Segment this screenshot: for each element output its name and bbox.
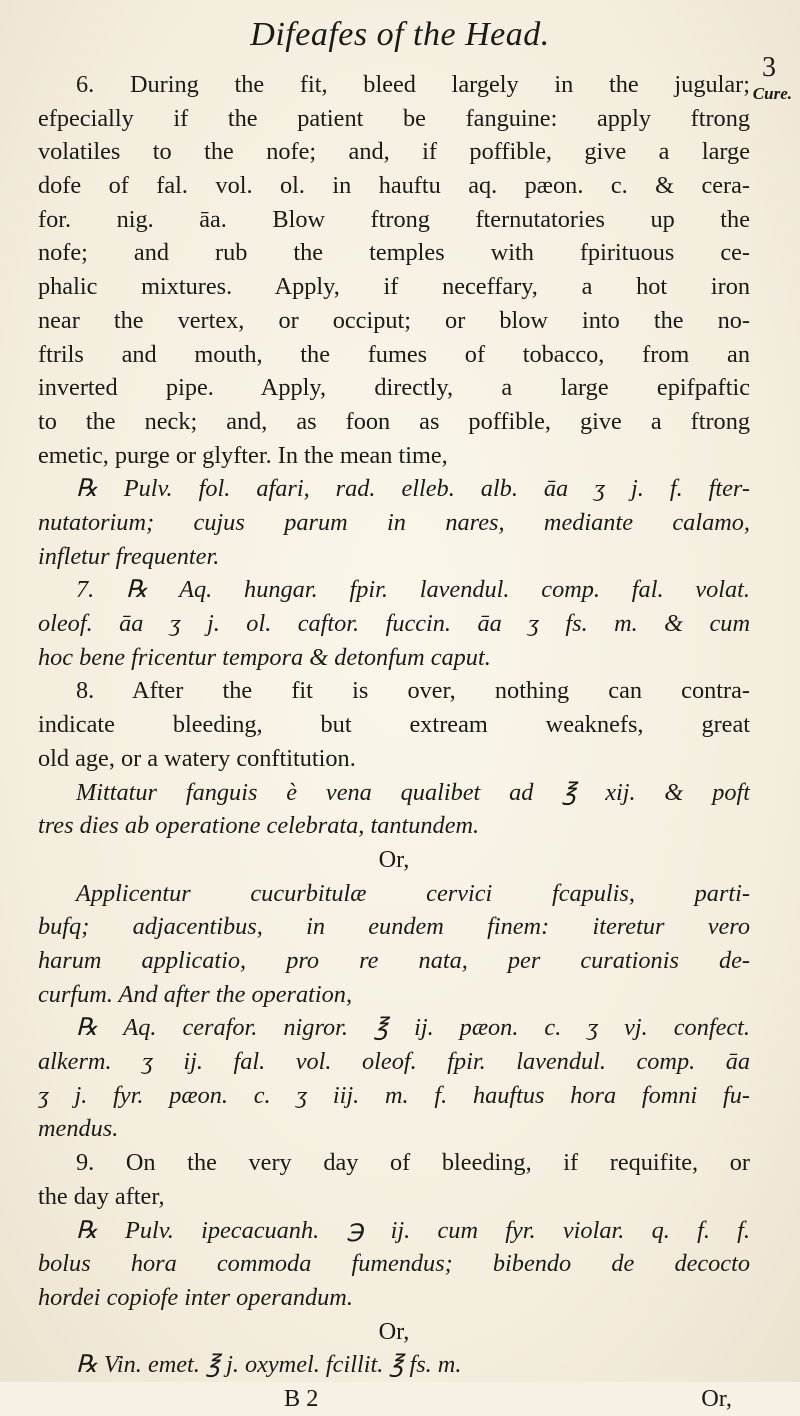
page-header (0, 16, 800, 83)
text-line: tres dies ab operatione celebrata, tantundem. (38, 812, 480, 840)
text-line: old age, or a watery conftitution. (38, 744, 356, 772)
recipe-sternutatory (38, 472, 750, 573)
text-line: efpecially if the patient be fanguine: apply ftrong (38, 104, 750, 132)
text-line: bolus hora commoda fumendus; bibendo de decocto (38, 1250, 750, 1278)
page-number: 3 (762, 52, 776, 83)
text-line: phalic mixtures. Apply, if neceffary, a hot iron (38, 273, 750, 301)
text-line: bufq; adjacentibus, in eundem finem: iteretur vero (38, 913, 750, 941)
text-line: mendus. (38, 1115, 119, 1143)
text-line: 7. ℞ Aq. hungar. fpir. lavendul. comp. fal. volat. (76, 576, 750, 604)
text-line: hoc bene fricentur tempora & detonfum caput. (38, 643, 491, 671)
page-footer (38, 1382, 750, 1416)
text-line: near the vertex, or occiput; or blow into the no- (38, 306, 750, 334)
text-line: inverted pipe. Apply, directly, a large epifpaftic (38, 374, 750, 402)
text-line: Mittatur fanguis è vena qualibet ad ℥ xij. & poft (76, 778, 750, 806)
recipe-ipecacuanha (38, 1214, 750, 1315)
or-divider: Or, (378, 845, 410, 873)
text-line: ℞ Pulv. ipecacuanh. ℈ ij. cum fyr. violar. q. f. f. (76, 1216, 750, 1244)
text-line: ℞ Pulv. fol. afari, rad. elleb. alb. āa ʒ j. f. fter- (76, 475, 750, 503)
text-line: alkerm. ʒ ij. fal. vol. oleof. fpir. lavendul. comp. āa (38, 1048, 750, 1076)
recipe-cupping (38, 877, 750, 1012)
text-line: oleof. āa ʒ j. ol. caftor. fuccin. āa ʒ fs. m. & cum (38, 610, 750, 638)
margin-note: Cure. (752, 84, 792, 103)
catchword: Or, (701, 1385, 732, 1412)
text-line: harum applicatio, pro re nata, per curationis de- (38, 946, 750, 974)
running-title: Difeafes of the Head. (250, 16, 550, 53)
recipe-emetic-wine (38, 1348, 750, 1382)
text-line: volatiles to the nofe; and, if poffible, give a large (38, 138, 750, 166)
paragraph-6 (38, 68, 750, 472)
recipe-bleeding (38, 776, 750, 843)
text-line: for. nig. āa. Blow ftrong fternutatories up the (38, 205, 750, 233)
text-line: ftrils and mouth, the fumes of tobacco, from an (38, 340, 750, 368)
text-line: 6. During the fit, bleed largely in the jugular; (76, 71, 750, 98)
text-line: the day after, (38, 1182, 165, 1210)
signature-mark: B 2 (284, 1385, 319, 1412)
text-line: ℞ Aq. cerafor. nigror. ℥ ij. pæon. c. ʒ vj. confect. (76, 1014, 750, 1042)
text-line: hordei copiofe inter operandum. (38, 1283, 353, 1311)
text-line: indicate bleeding, but extream weaknefs, great (38, 711, 750, 739)
text-line: dofe of fal. vol. ol. in hauftu aq. pæon. c. & cera- (38, 172, 750, 200)
or-divider: Or, (378, 1317, 410, 1345)
text-line: Applicentur cucurbitulæ cervici fcapulis, parti- (76, 879, 750, 907)
paragraph-7 (38, 573, 750, 674)
paragraph-9 (38, 1146, 750, 1213)
text-line: nofe; and rub the temples with fpirituous ce- (38, 239, 750, 267)
text-line: ℞ Vin. emet. ℥ j. oxymel. fcillit. ℥ fs. m. (76, 1351, 462, 1379)
text-line: to the neck; and, as foon as poffible, give a ftrong (38, 407, 750, 435)
recipe-draught (38, 1011, 750, 1146)
text-line: nutatorium; cujus parum in nares, mediante calamo, (38, 508, 750, 536)
text-line: ʒ j. fyr. pæon. c. ʒ iij. m. f. hauftus hora fomni fu- (38, 1081, 750, 1109)
text-line: infletur frequenter. (38, 542, 220, 570)
text-line: 9. On the very day of bleeding, if requifite, or (76, 1149, 750, 1177)
page-body (38, 68, 750, 1416)
text-line: emetic, purge or glyfter. In the mean time, (38, 441, 448, 469)
text-line: curfum. And after the operation, (38, 980, 353, 1008)
paragraph-8 (38, 674, 750, 775)
text-line: 8. After the fit is over, nothing can contra- (76, 677, 750, 705)
